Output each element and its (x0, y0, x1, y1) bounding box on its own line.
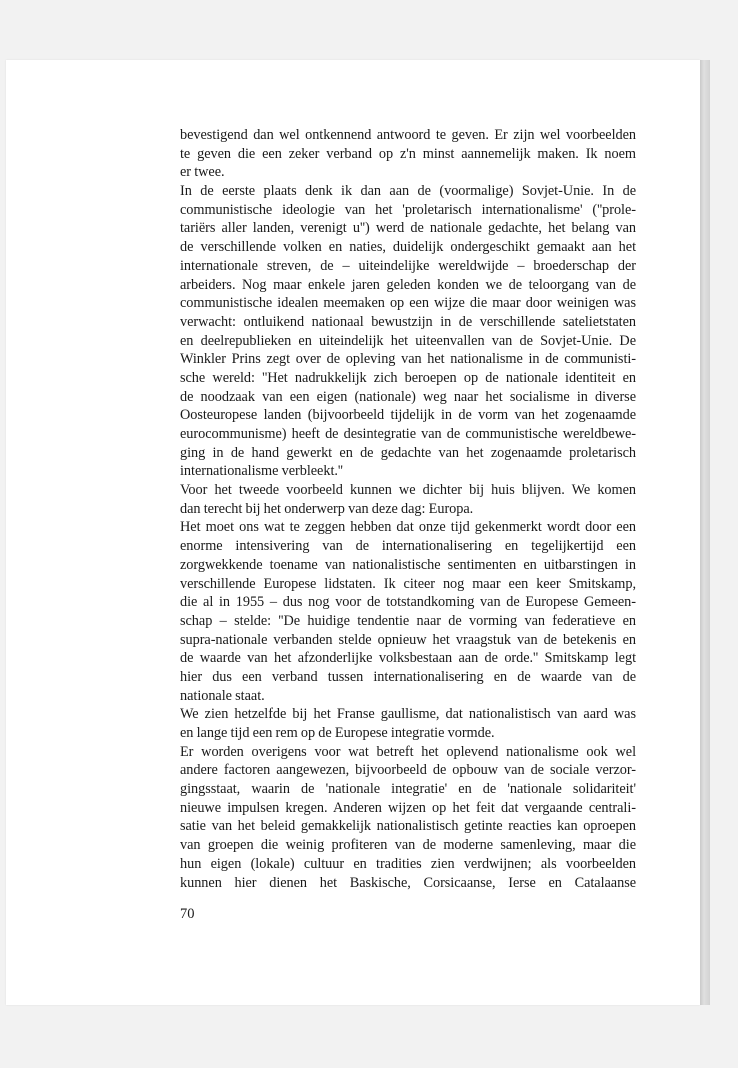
text-line: eurocommunisme) heeft de desintegratie van de communistische wereldbewe- (180, 426, 636, 442)
text-line: en lange tijd een rem op de Europese integratie vormde. (180, 725, 495, 741)
text-line: Er worden overigens voor wat betreft het oplevend nationalisme ook wel (180, 743, 636, 760)
text-line: Oosteuropese landen (bijvoorbeeld tijdelijk in de vorm van het zogenaamde (180, 407, 636, 424)
body-text (180, 126, 636, 892)
text-line: en deelrepublieken en uiteindelijk het uiteenvallen van de Sovjet-Unie. De (180, 332, 636, 349)
text-line: zorgwekkende toename van nationalistische sentimenten en uitbarstingen in (180, 556, 636, 573)
text-line: nieuwe impulsen kregen. Anderen wijzen op het feit dat vergaande centrali- (180, 799, 636, 816)
text-line: te geven die een zeker verband op z'n minst aannemelijk maken. Ik noem (180, 145, 636, 162)
text-line: hun eigen (lokale) cultuur en tradities zien verdwijnen; als voorbeelden (180, 855, 636, 872)
text-line: communistische idealen meemaken op een wijze die maar door weinigen was (180, 295, 636, 312)
text-line: bevestigend dan wel ontkennend antwoord te geven. Er zijn wel voorbeelden (180, 127, 636, 143)
text-line: de verschillende volken en naties, duidelijk ondergeschikt gemaakt aan het (180, 239, 636, 256)
text-line: verwacht: ontluikend nationaal bewustzijn in de verschillende satelietstaten (180, 313, 636, 330)
text-line: de waarde van het afzonderlijke volksbestaan aan de orde.'' Smitskamp legt (180, 650, 636, 667)
text-line: die al in 1955 – dus nog voor de totstandkoming van de Europese Gemeen- (180, 594, 636, 611)
text-line: Voor het tweede voorbeeld kunnen we dichter bij huis blijven. We komen (180, 482, 636, 499)
text-line: internationale streven, de – uiteindelijke wereldwijde – broederschap der (180, 257, 636, 274)
text-line: verschillende Europese lidstaten. Ik citeer nog maar een keer Smitskamp, (180, 575, 636, 592)
text-line: de noodzaak van een eigen (nationale) weg naar het socialisme in diverse (180, 388, 636, 405)
text-line: andere factoren aangewezen, bijvoorbeeld de opbouw van de sociale verzor- (180, 762, 636, 779)
text-line: hier dus een verband tussen internationalisering en de waarde van de (180, 668, 636, 685)
text-line: dan terecht bij het onderwerp van deze dag: Europa. (180, 500, 474, 517)
text-line: schap – stelde: ''De huidige tendentie naar de vorming van federatieve en (180, 612, 636, 629)
text-line: Winkler Prins zegt over de opleving van het nationalisme in de communisti- (180, 351, 636, 368)
text-line: satie van het beleid gemakkelijk nationalistisch getinte reacties kan oproepen (180, 818, 636, 835)
text-line: van groepen die weinig profiteren van de moderne samenleving, maar die (180, 837, 636, 854)
text-line: ging in de hand gewerkt en de gedachte van het zogenaamde proletarisch (180, 444, 636, 461)
page-number: 70 (180, 906, 195, 922)
text-line: communistische ideologie van het 'proletarisch internationalisme' (''prole- (180, 201, 636, 218)
page-edge (700, 60, 710, 1005)
text-line: internationalisme verbleekt.'' (180, 463, 343, 480)
text-line: We zien hetzelfde bij het Franse gaullisme, dat nationalistisch van aard was (180, 706, 636, 723)
text-line: arbeiders. Nog maar enkele jaren geleden konden we de teloorgang van de (180, 276, 636, 293)
text-line: gingsstaat, waarin de 'nationale integratie' en de 'nationale solidariteit' (180, 781, 636, 798)
text-line: Het moet ons wat te zeggen hebben dat onze tijd gekenmerkt wordt door een (180, 519, 636, 536)
text-line: er twee. (180, 164, 225, 181)
text-line: tariërs aller landen, verenigt u'') werd de nationale gedachte, het belang van (180, 220, 636, 237)
text-line: enorme intensivering van de internationalisering en tegelijkertijd een (180, 538, 636, 555)
text-line: nationale staat. (180, 687, 265, 704)
text-line: sche wereld: ''Het nadrukkelijk zich beroepen op de nationale identiteit en (180, 369, 636, 386)
text-line: kunnen hier dienen het Baskische, Corsicaanse, Ierse en Catalaanse (180, 874, 636, 891)
text-line: supra-nationale verbanden stelde opnieuw het vraagstuk van de betekenis en (180, 631, 636, 648)
text-line: In de eerste plaats denk ik dan aan de (voormalige) Sovjet-Unie. In de (180, 183, 636, 200)
